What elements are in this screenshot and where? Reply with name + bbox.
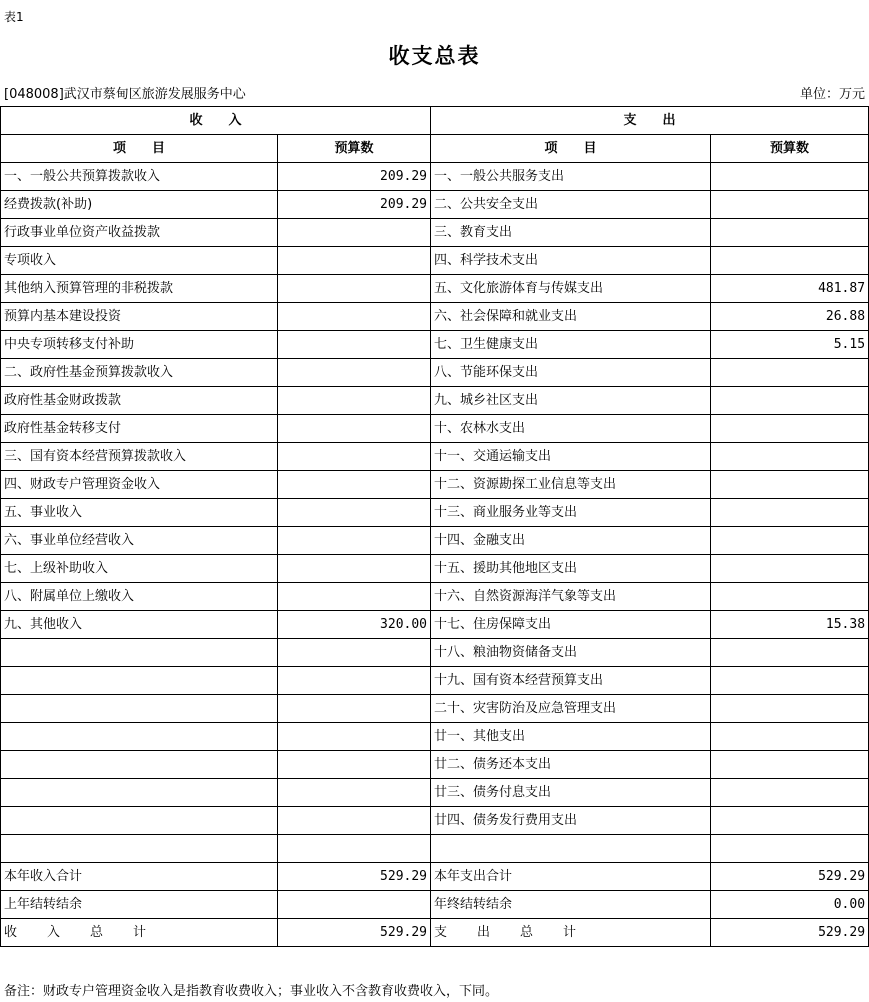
income-expense-summary-table xyxy=(0,106,869,947)
expense-item-value xyxy=(711,415,869,443)
expense-item-label: 十一、交通运输支出 xyxy=(431,443,711,471)
income-item-label: 经费拨款(补助) xyxy=(1,191,278,219)
expense-total-value: 529.29 xyxy=(711,863,869,891)
income-item-value xyxy=(278,723,431,751)
expense-item-value xyxy=(711,247,869,275)
unit-name: [048008]武汉市蔡甸区旅游发展服务中心 xyxy=(4,87,246,102)
income-item-label: 四、财政专户管理资金收入 xyxy=(1,471,278,499)
expense-item-label: 十二、资源勘探工业信息等支出 xyxy=(431,471,711,499)
expense-item-value xyxy=(711,807,869,835)
expense-group-header: 支 出 xyxy=(431,107,869,135)
expense-item-value xyxy=(711,163,869,191)
income-item-value xyxy=(278,779,431,807)
income-item-value xyxy=(278,387,431,415)
income-item-value: 320.00 xyxy=(278,611,431,639)
expense-item-value: 15.38 xyxy=(711,611,869,639)
income-item-value xyxy=(278,443,431,471)
income-item-value xyxy=(278,583,431,611)
income-item-label: 三、国有资本经营预算拨款收入 xyxy=(1,443,278,471)
expense-item-label: 十四、金融支出 xyxy=(431,527,711,555)
expense-item-value xyxy=(711,471,869,499)
expense-item-label: 廿二、债务还本支出 xyxy=(431,751,711,779)
expense-item-label: 二、公共安全支出 xyxy=(431,191,711,219)
expense-item-label: 十、农林水支出 xyxy=(431,415,711,443)
income-item-value xyxy=(278,331,431,359)
income-item-value xyxy=(278,807,431,835)
income-total-label: 本年收入合计 xyxy=(1,863,278,891)
expense-total-value: 0.00 xyxy=(711,891,869,919)
income-item-value xyxy=(278,499,431,527)
income-total-label: 收入总计 xyxy=(1,919,278,947)
income-item-header: 项 目 xyxy=(1,135,278,163)
income-item-value xyxy=(278,275,431,303)
expense-item-value xyxy=(711,219,869,247)
table-row xyxy=(1,191,869,219)
expense-item-value xyxy=(711,639,869,667)
income-item-label: 中央专项转移支付补助 xyxy=(1,331,278,359)
income-item-label: 七、上级补助收入 xyxy=(1,555,278,583)
table-row xyxy=(1,611,869,639)
expense-item-label: 九、城乡社区支出 xyxy=(431,387,711,415)
income-item-label xyxy=(1,751,278,779)
income-item-value xyxy=(278,359,431,387)
income-item-label: 六、事业单位经营收入 xyxy=(1,527,278,555)
income-item-label: 二、政府性基金预算拨款收入 xyxy=(1,359,278,387)
income-item-label xyxy=(1,667,278,695)
table-row xyxy=(1,695,869,723)
expense-item-label: 十九、国有资本经营预算支出 xyxy=(431,667,711,695)
table-row xyxy=(1,499,869,527)
expense-item-label: 七、卫生健康支出 xyxy=(431,331,711,359)
income-total-value: 529.29 xyxy=(278,863,431,891)
expense-item-label: 十六、自然资源海洋气象等支出 xyxy=(431,583,711,611)
expense-item-label: 六、社会保障和就业支出 xyxy=(431,303,711,331)
table-row xyxy=(1,415,869,443)
income-item-value xyxy=(278,527,431,555)
page-title: 收支总表 xyxy=(388,43,481,68)
table-row xyxy=(1,779,869,807)
income-item-value xyxy=(278,667,431,695)
expense-item-value xyxy=(711,387,869,415)
income-item-label: 行政事业单位资产收益拨款 xyxy=(1,219,278,247)
income-item-value xyxy=(278,303,431,331)
year-total-row xyxy=(1,863,869,891)
table-row xyxy=(1,247,869,275)
carry-over-row xyxy=(1,891,869,919)
expense-budget-header: 预算数 xyxy=(711,135,869,163)
income-item-label: 政府性基金财政拨款 xyxy=(1,387,278,415)
expense-item-label: 四、科学技术支出 xyxy=(431,247,711,275)
expense-item-value xyxy=(711,527,869,555)
expense-item-label: 廿四、债务发行费用支出 xyxy=(431,807,711,835)
column-header-row xyxy=(1,135,869,163)
expense-item-value xyxy=(711,583,869,611)
table-row xyxy=(1,527,869,555)
expense-item-label: 十八、粮油物资储备支出 xyxy=(431,639,711,667)
expense-item-label: 十三、商业服务业等支出 xyxy=(431,499,711,527)
income-total-value: 529.29 xyxy=(278,919,431,947)
expense-item-value xyxy=(711,359,869,387)
expense-item-value: 5.15 xyxy=(711,331,869,359)
expense-item-value xyxy=(711,555,869,583)
expense-item-label: 十七、住房保障支出 xyxy=(431,611,711,639)
income-item-value xyxy=(278,835,431,863)
income-item-value xyxy=(278,415,431,443)
table-row xyxy=(1,219,869,247)
income-item-value xyxy=(278,695,431,723)
income-item-value: 209.29 xyxy=(278,191,431,219)
expense-total-value: 529.29 xyxy=(711,919,869,947)
expense-item-value: 481.87 xyxy=(711,275,869,303)
income-budget-header: 预算数 xyxy=(278,135,431,163)
table-row xyxy=(1,275,869,303)
table-row xyxy=(1,359,869,387)
table-row xyxy=(1,639,869,667)
expense-item-label: 一、一般公共服务支出 xyxy=(431,163,711,191)
income-item-label: 一、一般公共预算拨款收入 xyxy=(1,163,278,191)
expense-item-value xyxy=(711,723,869,751)
income-item-label xyxy=(1,807,278,835)
expense-item-label: 十五、援助其他地区支出 xyxy=(431,555,711,583)
income-item-value xyxy=(278,555,431,583)
group-header-row xyxy=(1,107,869,135)
expense-item-label: 三、教育支出 xyxy=(431,219,711,247)
expense-item-value xyxy=(711,835,869,863)
expense-item-value xyxy=(711,751,869,779)
expense-item-value xyxy=(711,667,869,695)
income-item-label xyxy=(1,835,278,863)
income-item-label xyxy=(1,779,278,807)
income-item-label xyxy=(1,723,278,751)
expense-total-label: 年终结转结余 xyxy=(431,891,711,919)
income-item-label: 九、其他收入 xyxy=(1,611,278,639)
income-total-label: 上年结转结余 xyxy=(1,891,278,919)
table-number: 表1 xyxy=(4,10,24,24)
income-item-value xyxy=(278,219,431,247)
income-item-label: 八、附属单位上缴收入 xyxy=(1,583,278,611)
income-item-value xyxy=(278,471,431,499)
expense-item-value xyxy=(711,499,869,527)
income-total-value xyxy=(278,891,431,919)
expense-item-header: 项 目 xyxy=(431,135,711,163)
expense-item-label: 八、节能环保支出 xyxy=(431,359,711,387)
expense-item-value xyxy=(711,443,869,471)
table-row xyxy=(1,667,869,695)
table-row xyxy=(1,331,869,359)
income-item-value: 209.29 xyxy=(278,163,431,191)
expense-item-value xyxy=(711,695,869,723)
expense-item-label: 五、文化旅游体育与传媒支出 xyxy=(431,275,711,303)
table-row xyxy=(1,583,869,611)
expense-item-label: 廿三、债务付息支出 xyxy=(431,779,711,807)
table-row xyxy=(1,751,869,779)
table-row xyxy=(1,303,869,331)
expense-item-label: 二十、灾害防治及应急管理支出 xyxy=(431,695,711,723)
income-item-label: 政府性基金转移支付 xyxy=(1,415,278,443)
income-item-value xyxy=(278,247,431,275)
income-item-label xyxy=(1,695,278,723)
income-item-value xyxy=(278,751,431,779)
table-row xyxy=(1,443,869,471)
income-item-value xyxy=(278,639,431,667)
table-row xyxy=(1,723,869,751)
expense-item-label: 廿一、其他支出 xyxy=(431,723,711,751)
expense-total-label: 本年支出合计 xyxy=(431,863,711,891)
table-row xyxy=(1,807,869,835)
table-row xyxy=(1,471,869,499)
expense-item-label xyxy=(431,835,711,863)
table-row xyxy=(1,835,869,863)
income-item-label xyxy=(1,639,278,667)
income-item-label: 其他纳入预算管理的非税拨款 xyxy=(1,275,278,303)
footnote: 备注：财政专户管理资金收入是指教育收费收入；事业收入不含教育收费收入，下同。 xyxy=(4,984,499,999)
table-row xyxy=(1,163,869,191)
grand-total-row xyxy=(1,919,869,947)
expense-total-label: 支出总计 xyxy=(431,919,711,947)
expense-item-value: 26.88 xyxy=(711,303,869,331)
income-group-header: 收 入 xyxy=(1,107,431,135)
table-row xyxy=(1,555,869,583)
expense-item-value xyxy=(711,779,869,807)
unit-label: 单位：万元 xyxy=(799,87,865,102)
expense-item-value xyxy=(711,191,869,219)
table-row xyxy=(1,387,869,415)
income-item-label: 专项收入 xyxy=(1,247,278,275)
income-item-label: 五、事业收入 xyxy=(1,499,278,527)
income-item-label: 预算内基本建设投资 xyxy=(1,303,278,331)
